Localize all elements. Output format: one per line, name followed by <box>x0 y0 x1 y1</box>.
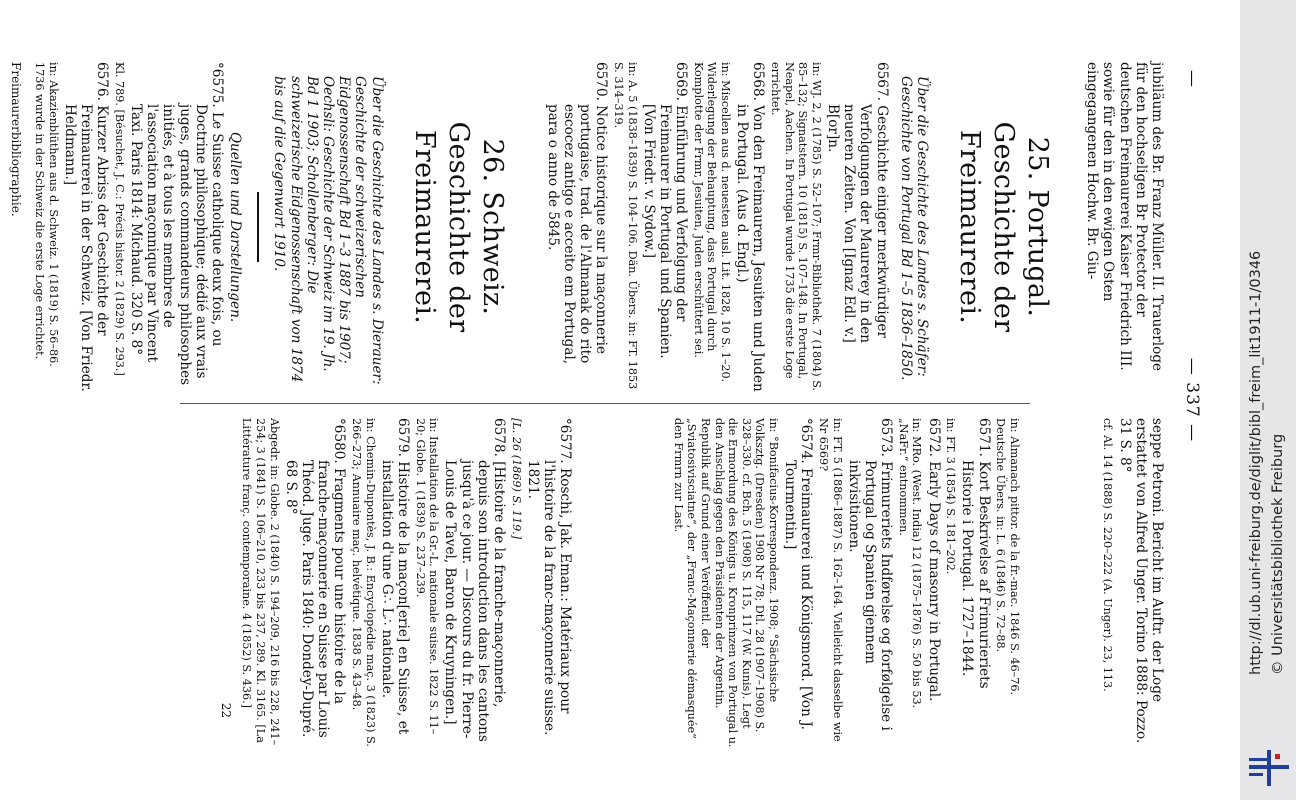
entry-6567-head: 6567. Geschichte einiger merkwürdiger Verfolgungen der Maurerey in den neueren Zeiten. Von [Ignaz Edl. v.] B[or]n. <box>824 62 890 344</box>
ub-freiburg-logo-icon <box>1249 748 1289 788</box>
source-url-link[interactable]: http://dl.ub.uni-freiburg.de/diglit/bibl_freim_lit1911-1/0346 <box>1248 250 1264 675</box>
page-header <box>1172 0 1232 800</box>
section-25-heading: 25. Portugal. Geschichte der Freimaurerei. <box>953 121 1053 333</box>
separator <box>257 192 259 262</box>
page-number-header: — 337 — <box>1182 357 1202 443</box>
entry-6571-body: in: FT. 3 (1854) S. 181–202. <box>944 418 958 575</box>
intro-text-continued: seppe Petroni. Bericht im Auftr. der Loge erstattet von Alfred Unger. Torino 1888: Pozzo. 31 S. 8° <box>1116 418 1165 744</box>
header-dash: — <box>1182 70 1202 87</box>
entry-6570-head: 6570. Notice historique sur la maçonnerie portugaise, trad. de l'Almanak do rito escocez antigo e acceito em Portugal, para o anno de 5845. <box>544 62 610 365</box>
logo-bar-lower <box>1249 773 1263 776</box>
section-25-literature: Über die Geschichte des Landes s. Schäfer: Geschichte von Portugal Bd 1–5 1836–1850. <box>897 76 930 381</box>
logo-bar-upper <box>1249 758 1269 761</box>
entry-6574-body: in: °Bonifacius-Korrespondenz. 1908; °Sächsische Volksztg. (Dresden) 1908 Nr 78; Dtl. 28 (1907–1908) S. 328–330. cf. Bch. 5 (1908) S. 115, 117 (W. Kunis). Legt die Ermordung des Königs u. Kronprinzen von Portugal u. den Anschlag gegen den Präsidenten der Argentin. Republik auf Grund einer Veröffentl. der „Sviatosivisciatne“, der „Franc-Maçonnerie démasquée“ den Frmrn zur Last. <box>671 418 781 748</box>
entry-6579-body: in: Chemin-Dupontès, J. B.: Encyclopédie maç. 3 (1823) S. 266–273; Annuaire maç. helvétique. 1838 S. 43–48. <box>350 418 377 747</box>
entry-6571-head: 6571. Kort Beskrivelse af Frimurieriets Historie i Portugal. 1727–1844. <box>959 418 992 689</box>
entry-6575-body: Kl. 789. [Bésuchet, J. C.: Précis histor. 2 (1829) S. 293.] <box>112 62 126 376</box>
entry-6578-head: 6578. [Histoire de la franche-maçonnerie, depuis son introduction dans les cantons jusqu'à ce jour. — Discours du fr. Pierre-Louis de Tavel, Baron de Kruyningen.] <box>442 418 508 742</box>
left-column <box>9 62 1165 392</box>
entry-6573-head: 6573. Frimureriets Indførelse og forfølgelse i Portugal og Spanien gjennem inkvisitionen. <box>845 418 895 731</box>
entry-6580-head: °6580. Fragments pour une histoire de la franche-maçonnerie en Suisse par Louis Théod. Juge. Paris 1840: Dondey-Dupré. 68 S. 8° <box>282 418 348 738</box>
logo-bar-vertical <box>1267 750 1271 786</box>
entry-6579-head: 6579. Histoire de la maçon[erie] en Suisse, et installation d'une G∴ L∴ nationale. <box>378 418 412 735</box>
logo-red-square <box>1275 754 1280 759</box>
signature-number: 22 <box>218 702 233 718</box>
column-divider <box>180 403 1030 404</box>
entry-6568-head: 6568. Von den Freimaurern, Jesuiten und Juden in Portugal. (Aus d. Engl.) <box>734 62 767 392</box>
copyright-text: © Universitätsbibliothek Freiburg <box>1270 433 1286 675</box>
entry-6577-body: [L. 26 (1869) S. 119.] <box>509 418 523 540</box>
intro-reference: cf. Al. 14 (1888) S. 220–222 (A. Unger). 23, 113. <box>1101 418 1115 692</box>
entry-6576-body: in: Akazienblüthen aus d. Schweiz. 1 (1819) S. 56–86. 1736 wurde in der Schweiz die erste Loge errichtet. <box>32 62 60 367</box>
intro-text: jubiläum des Br. Franz Müller. II. Trauerloge für den hochseligen Br Protector der deutschen Freimaurerei Kaiser Friedrich III. sowie für den in den ewigen Osten eingegangenen Hochw. Br. Giu- <box>1084 62 1165 372</box>
entry-6575-head: °6575. Le Suisse catholique deux fois, ou Doctrine philosophique; dédié aux vrais juges, grands commandeurs philosophes initiés, et à tous les membres de l'association maçonnique par Vincent Taxi. Paris 1814: Michaud. 320 S. 8° <box>127 62 225 386</box>
entry-6574-head: °6574. Freimaurerei und Königsmord. [Von J. Tourmentin.] <box>782 418 815 730</box>
entry-6569-head: 6569. Einführung und Verfolgung der Freimaurer in Portugal und Spanien. [Von Friedr. v. Sydow.] <box>640 62 690 359</box>
entry-6567-body: in: WJ. 2, 2 (1785) S. 52–107; Frmr-Bibliothek. 7 (1804) S. 85–132; Signatstern. 10 (1815) S. 107–148. In Portugal, Neapel, Aachen. In Portugal wurde 1735 die erste Loge errichtet. <box>768 62 823 392</box>
entry-6576-head: 6576. Kurzer Abriss der Geschichte der Freimaurerei in der Schweiz. [Von Friedr. Heldmann.] <box>61 62 111 392</box>
entry-6569-body: in: A. 5 (1838–1839) S. 104–106. Dän. Übers. in: FT. 1853 S. 314–319. <box>612 62 639 390</box>
section-26-literature: Über die Geschichte des Landes s. Dierauer: Geschichte der schweizerischen Eidgenossenschaft Bd 1–3 1887 bis 1907; Oechsli: Geschichte der Schweiz im 19. Jh. Bd 1 1903; Schollenberger: Die schweizerische Eidgenossenschaft von 1874 bis auf die Gegenwart 1910. <box>271 76 385 385</box>
entry-6577-head: °6577. Roschi, Jak. Eman.: Matériaux pour l'histoire de la franc-maçonnerie suisse. 1821. <box>524 418 574 736</box>
right-column <box>145 418 1165 748</box>
entry-6578-body: in: Installation de la Gr.-L. nationale suisse. 1822 S. 11–20; Globe. 1 (1839) S. 237–239. <box>413 418 441 735</box>
entry-6580-body: Abgedr. in: Globe. 2 (1840) S. 194–209, 216 bis 228, 241–254; 3 (1841) S. 106–210, 233 bis 237, 289. Kl. 3165. [La Littérature franç. contemporaine. 4 (1852) S. 436.] <box>240 418 281 746</box>
entry-6572-head: 6572. Early Days of masonry in Portugal. <box>925 418 942 702</box>
entry-6570-body: in: Almanach pittor. de la fr.-mac. 1846 S. 46–76. Deutsche Übers. in: L. 6 (1846) S. 72–88. <box>994 418 1021 696</box>
page-footer-title: Freimaurerbibliographie. <box>9 62 24 217</box>
entry-6568-body: in: Miscellen aus d. neuesten ausl. Lit. 1828, 10 S. 1–20. Widerlegung der Behauptung, dass Portugal durch Komplotte der Frmr, Jesuiten, Juden erschüttert sei. <box>691 62 732 383</box>
quellen-heading: Quellen und Darstellungen. <box>227 131 244 323</box>
sidebar-text <box>1242 0 1292 800</box>
section-26-heading: 26. Schweiz. Geschichte der Freimaurerei. <box>408 121 508 333</box>
entry-6572-body: in: MRo. (West. India) 12 (1875–1876) S. 50 bis 53. „NaFr.“ entnommen. <box>896 418 924 709</box>
entry-6573-body: in: FT. 5 (1886–1887) S. 162–164. Vielleicht dasselbe wie Nr 6569? <box>817 418 844 742</box>
